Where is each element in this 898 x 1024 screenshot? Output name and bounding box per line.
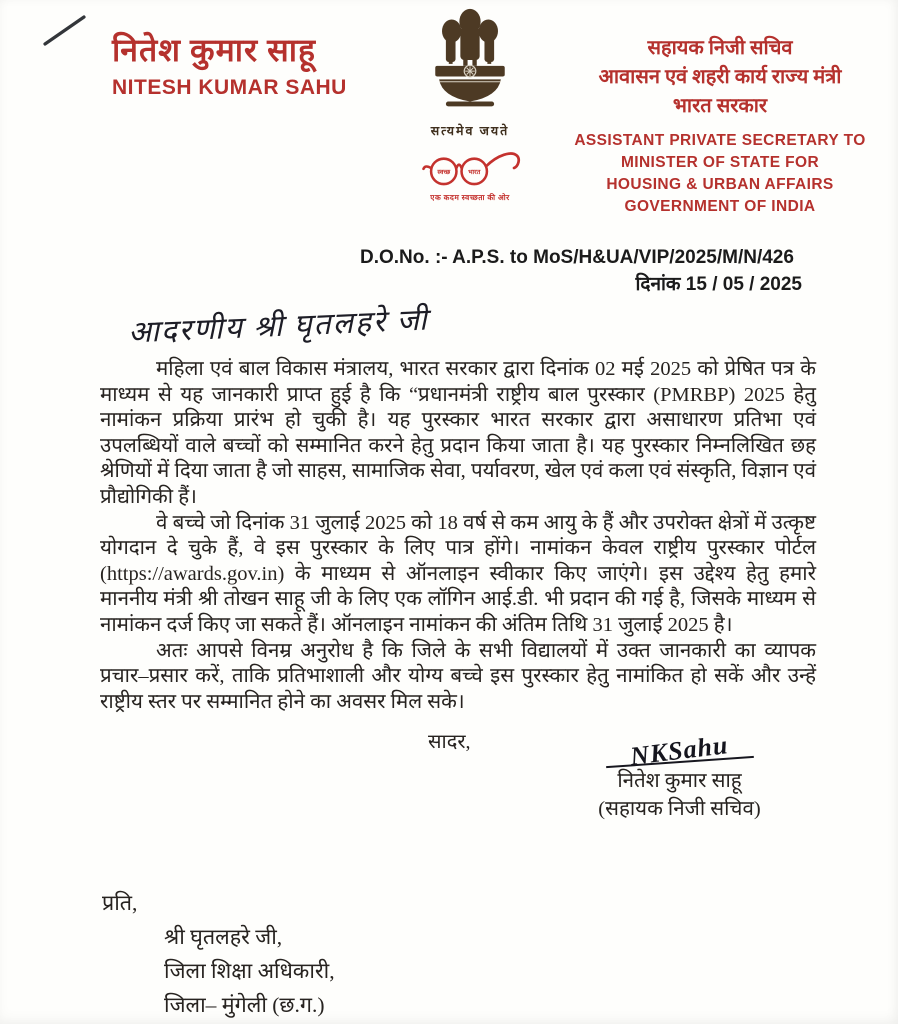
sender-name-english: NITESH KUMAR SAHU xyxy=(112,76,347,99)
body-paragraph-3: अतः आपसे विनम्र अनुरोध है कि जिले के सभी विद्यालयों में उक्त जानकारी का व्यापक प्रचार–प्रसार करें, ताकि प्रतिभाशाली और योग्य बच्चे इस पुरस्कार हेतु नामांकित हो सकें और उन्हें राष्ट्रीय स्तर पर सम्मानित होने का अवसर मिल सके। xyxy=(100,639,816,713)
recipient-block xyxy=(102,886,335,1022)
office-hindi-line: भारत सरकार xyxy=(672,95,768,117)
office-designation-hindi xyxy=(548,34,892,121)
swachh-bharat-logo xyxy=(403,146,537,203)
signatory-name: नितेश कुमार साहू xyxy=(617,770,742,792)
recipient-line: जिला शिक्षा अधिकारी, xyxy=(164,959,335,983)
letter-date: दिनांक 15 / 05 / 2025 xyxy=(635,274,802,295)
signature-block xyxy=(572,730,787,822)
swachh-bharat-glasses-icon xyxy=(414,146,526,190)
recipient-label: प्रति, xyxy=(102,891,138,915)
body-paragraph-1: महिला एवं बाल विकास मंत्रालय, भारत सरकार द्वारा दिनांक 02 मई 2025 को प्रेषित पत्र के माध्यम से यह जानकारी प्राप्त हुई है कि “प्रधानमंत्री राष्ट्रीय बाल पुरस्कार (PMRBP) 2025 हेतु नामांकन प्रक्रिया प्रारंभ हो चुकी है। यह पुरस्कार भारत सरकार द्वारा असाधारण प्रतिभा एवं उपलब्धियों वाले बच्चों को सम्मानित करने हेतु प्रदान किया जाता है। यह पुरस्कार निम्नलिखित छह श्रेणियों में दिया जाता है जो साहस, सामाजिक सेवा, पर्यावरण, खेल एवं कला एवं संस्कृति, विज्ञान एवं प्रौद्योगिकी हैं। xyxy=(100,358,816,508)
satyameva-jayate-caption: सत्यमेव जयते xyxy=(430,124,510,138)
sender-name-block xyxy=(112,28,347,100)
closing-regards: सादर, xyxy=(428,731,471,753)
letter-body xyxy=(100,357,816,715)
reference-block xyxy=(360,247,818,296)
office-hindi-line: सहायक निजी सचिव xyxy=(647,37,793,59)
sender-name-hindi: नितेश कुमार साहू xyxy=(112,32,317,68)
office-english-line: MINISTER OF STATE FOR xyxy=(620,154,820,171)
recipient-line: श्री घृतलहरे जी, xyxy=(164,925,283,949)
office-english-line: ASSISTANT PRIVATE SECRETARY TO xyxy=(574,132,866,149)
office-hindi-line: आवासन एवं शहरी कार्य राज्य मंत्री xyxy=(598,66,842,88)
swachh-lens-left-text: स्वच्छ xyxy=(437,168,451,176)
pen-tick-mark xyxy=(38,12,92,50)
swachh-lens-right-text: भारत xyxy=(468,168,481,176)
handwritten-salutation: आदरणीय श्री घृतलहरे जी xyxy=(127,303,430,350)
do-number: D.O.No. :- A.P.S. to MoS/H&UA/VIP/2025/M/N/426 xyxy=(360,247,794,268)
office-english-line: HOUSING & URBAN AFFAIRS xyxy=(606,176,834,193)
recipient-address xyxy=(164,920,335,1022)
emblem-of-india-icon xyxy=(426,6,514,116)
handwritten-signature: NKSahu xyxy=(628,730,731,771)
swachh-bharat-caption: एक कदम स्वच्छता की ओर xyxy=(430,193,510,202)
office-designation-block xyxy=(548,34,892,218)
recipient-line: जिला– मुंगेली (छ.ग.) xyxy=(164,993,325,1017)
office-english-line: GOVERNMENT OF INDIA xyxy=(624,198,816,215)
body-paragraph-2: वे बच्चे जो दिनांक 31 जुलाई 2025 को 18 वर्ष से कम आयु के हैं और उपरोक्त क्षेत्रों में उत्कृष्ट योगदान दे चुके हैं, वे इस पुरस्कार के लिए पात्र होंगे। नामांकन केवल राष्ट्रीय पुरस्कार पोर्टल (https://awards.gov.in) के माध्यम से ऑनलाइन स्वीकार किए जाएंगे। इस उद्देश्य हेतु हमारे माननीय मंत्री श्री तोखन साहू जी के लिए एक लॉगिन आई.डी. भी प्रदान की गई है, जिसके माध्यम से नामांकन दर्ज किए जा सकते हैं। ऑनलाइन नामांकन की अंतिम तिथि 31 जुलाई 2025 है। xyxy=(100,511,816,636)
office-designation-english xyxy=(548,130,892,218)
letterhead-emblem-block xyxy=(403,6,537,203)
signatory-title: (सहायक निजी सचिव) xyxy=(598,798,761,820)
